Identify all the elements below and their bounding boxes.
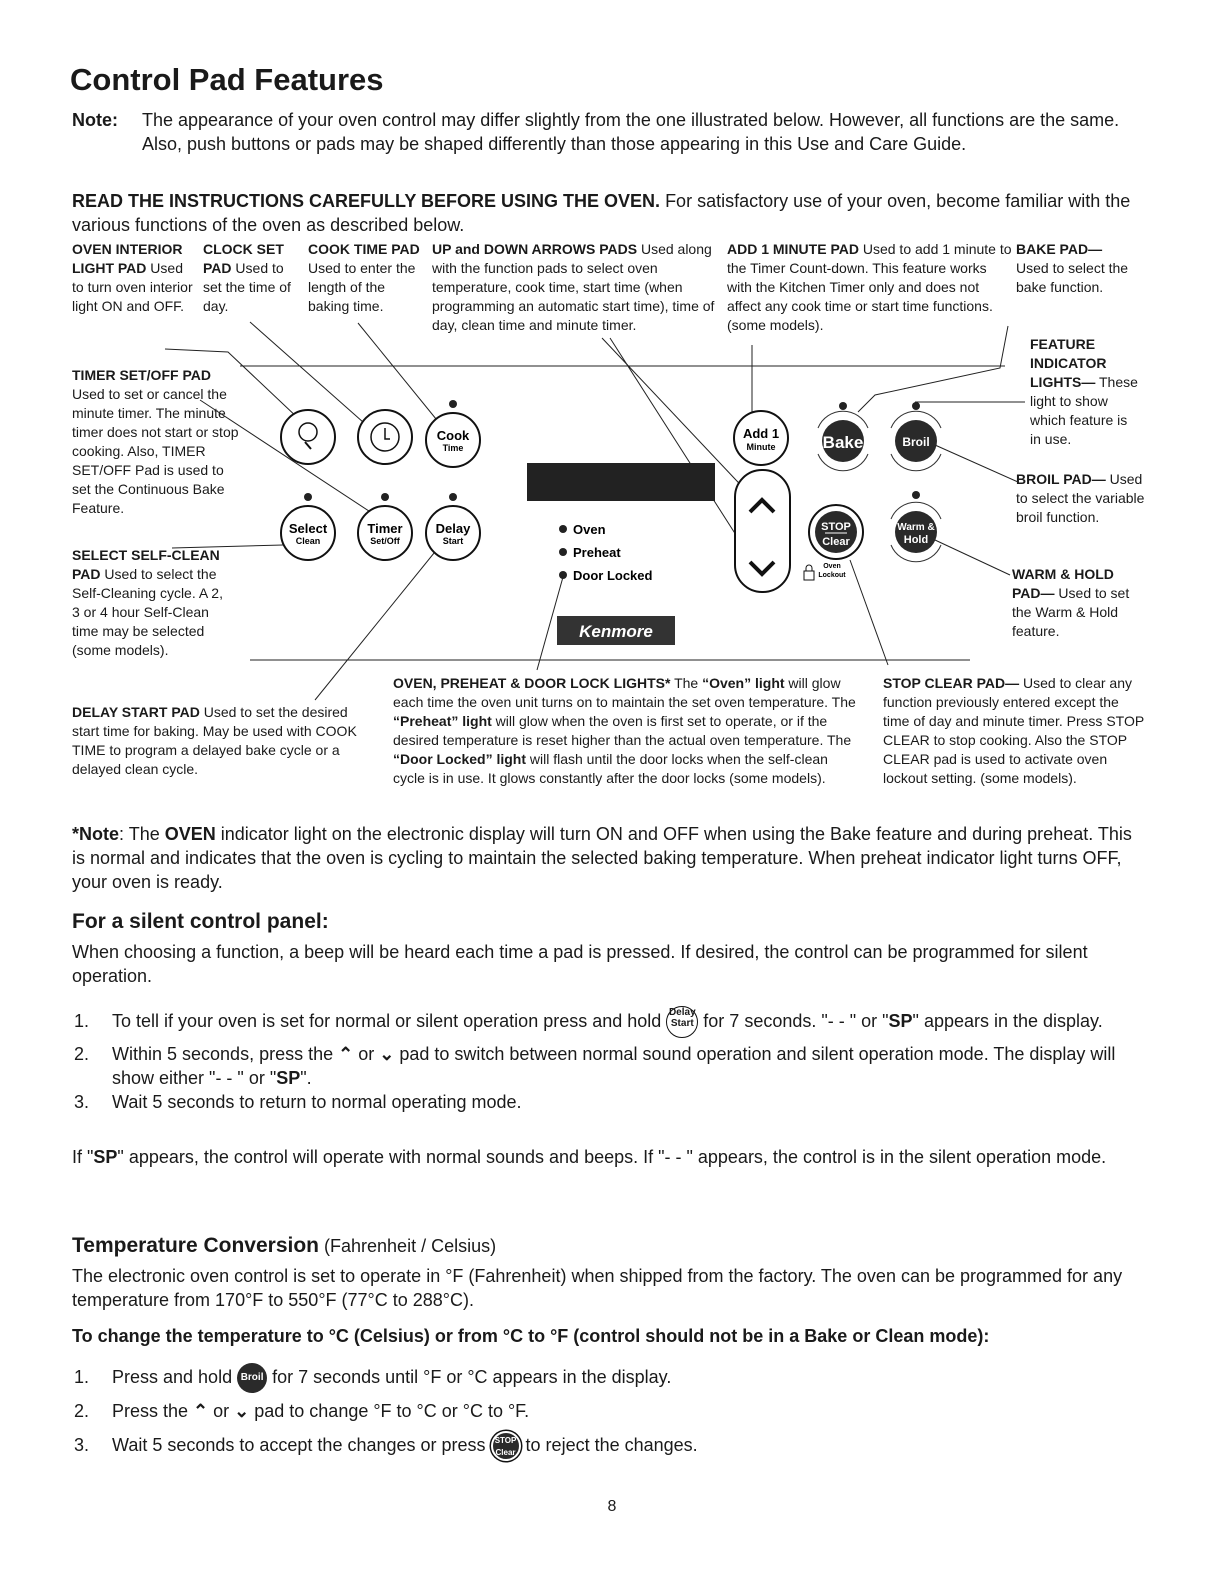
pad-sublabel: Clean [295, 536, 321, 546]
pad-sublabel: Set/Off [370, 536, 400, 546]
cook-time-pad[interactable] [426, 413, 480, 467]
indicator-dot [304, 493, 312, 501]
n-bold: OVEN [164, 824, 216, 844]
clock-pad[interactable] [358, 410, 412, 464]
indicator-dot [912, 402, 920, 410]
step-text: Within 5 seconds, press the [112, 1044, 339, 1065]
down-arrow-icon: ⌄ [234, 1401, 250, 1421]
note-label: Note: [72, 110, 118, 130]
c-text: Used to add 1 minute to the Timer Count-down. This feature works with the Kitchen Timer only and does not affect any cook time or start time functions. (some models). [727, 241, 1012, 333]
step-text: for 7 seconds until °F or °C appears in the display. [267, 1367, 672, 1387]
add-1-minute-pad[interactable] [734, 411, 788, 465]
c-bold: BAKE PAD— [1016, 241, 1103, 257]
pad-label: Broil [902, 435, 930, 449]
temp-intro: The electronic oven control is set to operate in °F (Fahrenheit) when shipped from the factory. The oven can be programmed for any temperature from 170°F to 550°F (77°C to 288°C). [72, 1266, 1123, 1310]
list-item [72, 1090, 1132, 1114]
note-star: *Note [72, 824, 120, 844]
n-text: indicator light on the electronic display will turn ON and OFF when using the Bake feature and during preheat. This is normal and indicates that the oven is cycling to maintain the selected baking temperature. When preheat indicator light turns OFF, your oven is ready. [72, 824, 1132, 892]
up-down-arrows-pad[interactable] [735, 470, 790, 592]
pad-sublabel: Clear [495, 1448, 516, 1458]
c-text: Used to enter the length of the baking time. [308, 260, 416, 314]
up-arrow-icon: ⌃ [193, 1401, 209, 1421]
temp-heading-text: Temperature Conversion [72, 1234, 320, 1257]
pad-label: Select [288, 521, 328, 536]
c-text: Used to clear any function previously entered except the time of day and minute timer. Press STOP CLEAR to stop cooking. Also the STOP CLEAR pad is used to activate oven lockout setting. (some models). [883, 675, 1144, 786]
step-num: 1. [74, 1367, 90, 1387]
step-num: 2. [74, 1401, 90, 1421]
c-text: Used to set the time of day. [203, 260, 291, 314]
temp-steps [72, 1360, 1132, 1462]
step-text: for 7 seconds. "- - " or " [698, 1011, 889, 1031]
list-item [72, 1360, 1132, 1394]
c-bold: FEATURE INDICATOR LIGHTS— [1030, 336, 1107, 390]
read-text: For satisfactory use of your oven, become familiar with the various functions of the oven as described below. [72, 191, 1131, 235]
pad-label: Broil [240, 1372, 264, 1384]
c-text: Used to set the Warm & Hold feature. [1012, 585, 1130, 639]
step-text: Press and hold [112, 1367, 238, 1387]
pad-label: Delay [435, 521, 471, 536]
lock-icon [804, 565, 814, 580]
step-num: 3. [74, 1435, 90, 1455]
silent-outro [72, 1145, 1132, 1169]
c-text: Used to select the bake function. [1016, 260, 1129, 295]
step-text: or [208, 1401, 235, 1421]
pad-sublabel: Minute [746, 442, 776, 452]
bake-pad[interactable] [818, 411, 868, 471]
step-text: Wait 5 seconds to accept the changes or press [112, 1435, 491, 1455]
list-item [72, 1394, 1132, 1428]
silent-intro: When choosing a function, a beep will be heard each time a pad is pressed. If desired, the control can be programmed for silent operation. [72, 942, 1088, 986]
step-text: Wait 5 seconds to return to normal operating mode. [112, 1092, 522, 1113]
delay-start-pad-icon [666, 1006, 698, 1038]
up-arrow-icon: ⌃ [338, 1044, 354, 1065]
read-bold: READ THE INSTRUCTIONS CAREFULLY BEFORE USING THE OVEN. [72, 191, 661, 211]
pad-sublabel: Start [442, 536, 464, 546]
kenmore-logo [557, 616, 675, 645]
light-pad[interactable] [281, 410, 335, 464]
c-bold: WARM & HOLD PAD— [1012, 566, 1114, 601]
oven-light-dot [559, 525, 567, 533]
c-text: Used to select the Self-Cleaning cycle. A 2, 3 or 4 hour Self-Clean time may be selected (some models). [72, 566, 223, 658]
pad-label: Add 1 [742, 426, 780, 441]
pad-sublabel: Hold [903, 534, 929, 546]
c-bold: OVEN, PREHEAT & DOOR LOCK LIGHTS* [393, 675, 671, 691]
preheat-light-label: Preheat [573, 545, 621, 560]
pad-label: Timer [367, 521, 403, 536]
c-bold: UP and DOWN ARROWS PADS [432, 241, 638, 257]
pad-label: STOP [494, 1436, 517, 1446]
pad-sublabel: Time [442, 443, 464, 453]
door-locked-light-label: Door Locked [573, 568, 653, 583]
step-text: ". [300, 1068, 312, 1089]
delay-start-pad[interactable] [426, 506, 480, 560]
o-bold: SP [93, 1147, 118, 1167]
temp-heading [72, 1234, 496, 1258]
c-text: The [670, 675, 703, 691]
c-bold: STOP CLEAR PAD— [883, 675, 1020, 691]
c-text: Used to set or cancel the minute timer. The minute timer does not start or stop cooking. Also, TIMER SET/OFF Pad is used to set the Continuous Bake Feature. [72, 386, 239, 516]
c-bold: TIMER SET/OFF PAD [72, 367, 211, 383]
indicator-dot [449, 400, 457, 408]
timer-set-off-pad[interactable] [358, 506, 412, 560]
pad-sublabel: Start [670, 1018, 694, 1030]
c-bold: “Oven” light [702, 675, 785, 691]
c-bold: OVEN INTERIOR LIGHT PAD [72, 241, 183, 276]
indicator-dot [381, 493, 389, 501]
down-arrow-icon: ⌄ [379, 1044, 395, 1065]
note-text: The appearance of your oven control may differ slightly from the one illustrated below. However, all functions are the same. Also, push buttons or pads may be shaped differently than those appearing in this Use and Care Guide. [142, 110, 1120, 154]
step-text: Press the [112, 1401, 194, 1421]
c-text: Used to set the desired start time for baking. May be used with COOK TIME to program a delayed bake cycle or a delayed clean cycle. [72, 704, 357, 777]
select-clean-pad[interactable] [281, 506, 335, 560]
page-number: 8 [607, 1498, 617, 1515]
o-text: " appears, the control will operate with normal sounds and beeps. If "- - " appears, the control is in the silent operation mode. [117, 1147, 1107, 1167]
step-bold: SP [888, 1011, 913, 1031]
c-bold: CLOCK SET PAD [203, 241, 284, 276]
page-title: Control Pad Features [70, 62, 384, 97]
warm-hold-pad[interactable] [891, 502, 941, 562]
c-bold: COOK TIME PAD [308, 241, 420, 257]
c-text: Used along with the function pads to select oven temperature, cook time, start time (when programming an automatic start time), time of day, clean time and minute timer. [432, 241, 715, 333]
indicator-dot [839, 402, 847, 410]
silent-steps [72, 1006, 1132, 1114]
step-num: 1. [74, 1011, 90, 1031]
pad-label: Delay [668, 1007, 696, 1019]
pad-label: STOP [821, 521, 851, 533]
stop-clear-pad[interactable] [809, 505, 863, 559]
n-text: : The [119, 824, 165, 844]
electronic-display [527, 463, 715, 501]
c-bold: BROIL PAD— [1016, 471, 1106, 487]
c-text: Used to select the variable broil function. [1016, 471, 1145, 525]
indicator-dot [912, 491, 920, 499]
list-item [72, 1428, 1132, 1462]
broil-pad-icon [237, 1363, 267, 1393]
c-text: These light to show which feature is in use. [1030, 374, 1138, 447]
oven-indicator-note [72, 822, 1142, 894]
pad-label: Cook [436, 428, 470, 443]
pad-label: Bake [822, 433, 864, 452]
o-text: If " [72, 1147, 94, 1167]
brand-text: Kenmore [579, 622, 653, 641]
c-text: will glow when the oven is first set to operate, or if the desired temperature is reset higher than the actual oven temperature. The [393, 713, 852, 748]
step-text: to reject the changes. [520, 1435, 698, 1455]
preheat-light-dot [559, 548, 567, 556]
indicator-dot [449, 493, 457, 501]
step-text: pad to switch between normal sound operation and silent operation mode. The display will show either "- - " or " [112, 1044, 1116, 1089]
step-num: 2. [74, 1044, 90, 1065]
step-bold: SP [276, 1068, 301, 1089]
lockout-label: Lockout [818, 572, 846, 579]
list-item [72, 1006, 1132, 1038]
step-text: pad to change °F to °C or °C to °F. [249, 1401, 530, 1421]
step-text: or [353, 1044, 380, 1065]
c-bold: ADD 1 MINUTE PAD [727, 241, 859, 257]
step-num: 3. [74, 1092, 90, 1113]
temp-heading-sub: (Fahrenheit / Celsius) [319, 1236, 497, 1256]
temp-subhead: To change the temperature to °C (Celsius) or from °C to °F (control should not be in a Bake or Clean mode): [72, 1326, 990, 1346]
pad-label: Warm & [897, 522, 935, 533]
door-locked-light-dot [559, 571, 567, 579]
step-text: " appears in the display. [912, 1011, 1103, 1031]
step-text: To tell if your oven is set for normal or silent operation press and hold [112, 1011, 667, 1031]
stop-clear-pad-icon [491, 1431, 521, 1461]
broil-pad[interactable] [891, 411, 941, 471]
c-text: will flash until the door locks when the self-clean cycle is in use. It glows constantly after the door locks (some models). [393, 751, 828, 786]
oven-light-label: Oven [573, 522, 606, 537]
c-bold: DELAY START PAD [72, 704, 200, 720]
list-item [72, 1042, 1132, 1090]
c-bold: SELECT SELF-CLEAN PAD [72, 547, 220, 582]
c-text: Used to turn oven interior light ON and OFF. [72, 260, 193, 314]
pad-sublabel: Clear [822, 536, 850, 548]
c-text: will glow each time the oven unit turns on to maintain the set oven temperature. The [393, 675, 856, 710]
silent-heading: For a silent control panel: [72, 910, 329, 933]
c-bold: “Door Locked” light [393, 751, 526, 767]
lockout-label: Oven [823, 563, 841, 570]
c-bold: “Preheat” light [393, 713, 492, 729]
